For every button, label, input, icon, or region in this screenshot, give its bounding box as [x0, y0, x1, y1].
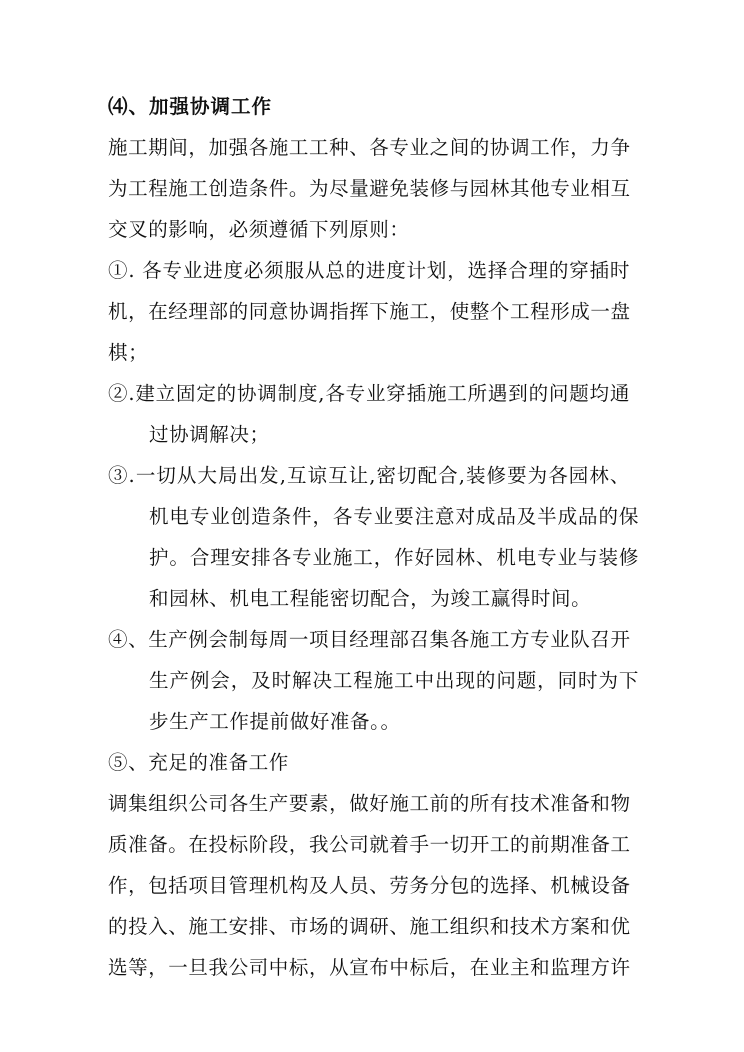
list-item-4-line: 步生产工作提前做好准备。。	[149, 710, 401, 733]
list-item-1-line: ①. 各专业进度必须服从总的进度计划，选择合理的穿插时	[108, 259, 630, 282]
list-item-1-line: 棋；	[108, 341, 149, 364]
list-item-3-line: ③.一切从大局出发,互谅互让,密切配合,装修要为各园林、	[108, 464, 630, 487]
paragraph-line: 作，包括项目管理机构及人员、劳务分包的选择、机械设备	[108, 874, 631, 897]
list-item-3-line: 护。合理安排各专业施工，作好园林、机电专业与装修	[149, 546, 639, 569]
paragraph-line: 质准备。在投标阶段，我公司就着手一切开工的前期准备工	[108, 833, 631, 856]
paragraph-line: 调集组织公司各生产要素，做好施工前的所有技术准备和物	[108, 792, 631, 815]
paragraph-line: 交叉的影响，必须遵循下列原则：	[108, 218, 410, 241]
list-item-1-line: 机，在经理部的同意协调指挥下施工，使整个工程形成一盘	[108, 300, 631, 323]
paragraph-line: 为工程施工创造条件。为尽量避免装修与园林其他专业相互	[108, 177, 631, 200]
list-item-2-line: 过协调解决；	[149, 423, 270, 446]
list-item-4-line: ④、生产例会制每周一项目经理部召集各施工方专业队召开	[108, 628, 631, 651]
list-item-5-line: ⑤、充足的准备工作	[108, 751, 289, 774]
paragraph-line: 施工期间，加强各施工工种、各专业之间的协调工作，力争	[108, 136, 631, 159]
list-item-2-line: ②.建立固定的协调制度,各专业穿插施工所遇到的问题均通	[108, 382, 630, 405]
list-item-4-line: 生产例会，及时解决工程施工中出现的问题，同时为下	[149, 669, 639, 692]
paragraph-line: 的投入、施工安排、市场的调研、施工组织和技术方案和优	[108, 915, 631, 938]
section-heading: ⑷、加强协调工作	[108, 95, 273, 118]
paragraph-line: 选等，一旦我公司中标，从宣布中标后，在业主和监理方许	[108, 956, 631, 979]
list-item-3-line: 和园林、机电工程能密切配合，为竣工赢得时间。	[149, 587, 592, 610]
list-item-3-line: 机电专业创造条件，各专业要注意对成品及半成品的保	[149, 505, 639, 528]
